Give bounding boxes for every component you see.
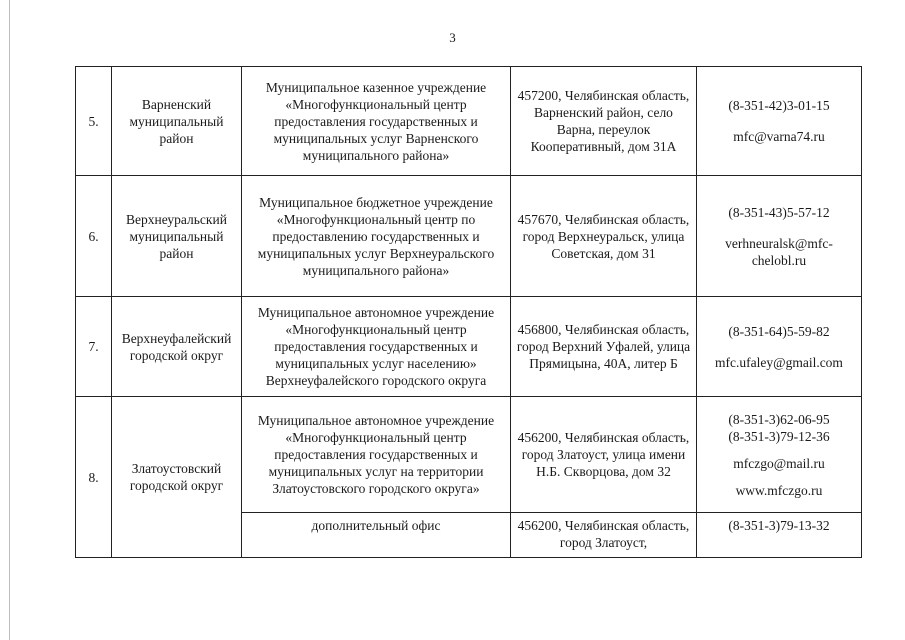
institution-name: дополнительный офис bbox=[242, 513, 511, 558]
email: verhneuralsk@mfc-chelobl.ru bbox=[725, 235, 833, 268]
address: 456200, Челябинская область, город Златоуст, улица имени Н.Б. Скворцова, дом 32 bbox=[511, 397, 697, 513]
row-number: 6. bbox=[76, 176, 112, 297]
row-number: 7. bbox=[76, 297, 112, 397]
table-row bbox=[76, 67, 862, 176]
institution-name: Муниципальное автономное учреждение «Многофункциональный центр предоставления государственных и муниципальных услуг населению» Верхнеуфалейского городского округа bbox=[242, 297, 511, 397]
contacts bbox=[697, 513, 862, 558]
contacts bbox=[697, 397, 862, 513]
phone: (8-351-3)79-13-32 bbox=[728, 518, 830, 533]
phone: (8-351-43)5-57-12 bbox=[728, 204, 830, 220]
institution-name: Муниципальное бюджетное учреждение «Многофункциональный центр по предоставлению государственных и муниципальных услуг Верхнеуральского муниципального района» bbox=[242, 176, 511, 297]
area-name: Верхнеуральский муниципальный район bbox=[112, 176, 242, 297]
address: 457200, Челябинская область, Варненский район, село Варна, переулок Кооперативный, дом 31А bbox=[511, 67, 697, 176]
area-name: Варненский муниципальный район bbox=[112, 67, 242, 176]
row-number: 8. bbox=[76, 397, 112, 558]
contacts bbox=[697, 67, 862, 176]
email: mfc@varna74.ru bbox=[733, 129, 825, 144]
institution-name: Муниципальное казенное учреждение «Многофункциональный центр предоставления государственных и муниципальных услуг Варненского муниципального района» bbox=[242, 67, 511, 176]
phone: (8-351-3)79-12-36 bbox=[728, 428, 830, 444]
mfc-offices-table bbox=[75, 66, 862, 558]
phone: (8-351-3)62-06-95 bbox=[728, 411, 830, 427]
phone: (8-351-42)3-01-15 bbox=[728, 98, 830, 113]
row-number: 5. bbox=[76, 67, 112, 176]
area-name: Верхнеуфалейский городской округ bbox=[112, 297, 242, 397]
page-edge-line bbox=[9, 0, 10, 640]
institution-name: Муниципальное автономное учреждение «Многофункциональный центр предоставления государственных и муниципальных услуг на территории Златоустовского городского округа» bbox=[242, 397, 511, 513]
contacts bbox=[697, 297, 862, 397]
contacts bbox=[697, 176, 862, 297]
table-row bbox=[76, 297, 862, 397]
table-row bbox=[76, 176, 862, 297]
email: mfczgo@mail.ru bbox=[733, 455, 825, 471]
address: 456200, Челябинская область, город Златоуст, bbox=[511, 513, 697, 558]
phone: (8-351-64)5-59-82 bbox=[728, 323, 830, 339]
email: mfc.ufaley@gmail.com bbox=[715, 354, 843, 370]
table-row bbox=[76, 397, 862, 513]
address: 457670, Челябинская область, город Верхнеуральск, улица Советская, дом 31 bbox=[511, 176, 697, 297]
address: 456800, Челябинская область, город Верхний Уфалей, улица Прямицына, 40А, литер Б bbox=[511, 297, 697, 397]
page-number: 3 bbox=[449, 30, 456, 45]
area-name: Златоустовский городской округ bbox=[112, 397, 242, 558]
website: www.mfczgo.ru bbox=[735, 482, 823, 498]
